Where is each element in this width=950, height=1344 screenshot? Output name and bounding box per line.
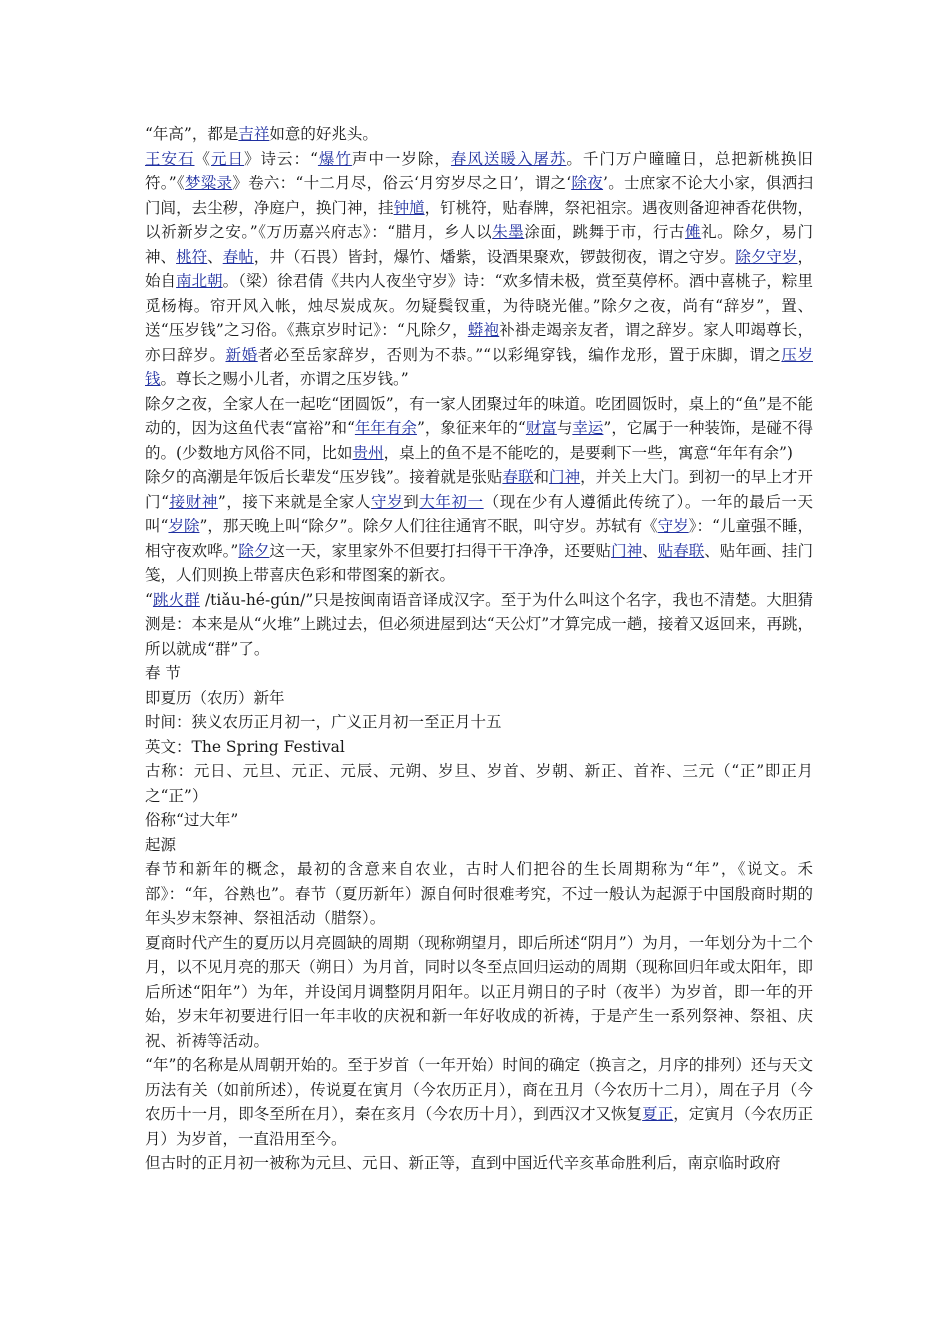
text-run: 春 节 xyxy=(145,664,181,682)
text-run: 英文：The Spring Festival xyxy=(145,737,345,756)
paragraph-7 xyxy=(145,686,813,711)
text-run: 夏商时代产生的夏历以月亮圆缺的周期（现称朔望月，即后所述“阴月”）为月，一年划分为十二个月，以不见月亮的那天（朔日）为月首，同时以冬至点回归运动的周期（现称回归年或太阳年，即后所述“阳年”）为年，并设闰月调整阴月阳年。以正月朔日的子时（夜半）为岁首，即一年的开始，岁末年初要进行旧一年丰收的庆祝和新一年好收成的祈祷，于是产生一系列祭神、祭祖、庆祝、祈祷等活动。 xyxy=(145,933,813,1050)
link-除夜[interactable]: 除夜 xyxy=(571,174,604,192)
text-run: ，定寅月（今农历正月）为岁首，一直沿用至今。 xyxy=(145,1105,813,1148)
text-run: 、 xyxy=(207,247,223,266)
link-财富[interactable]: 财富 xyxy=(525,419,557,437)
text-run: 起源 xyxy=(145,835,177,854)
text-run: “年高”，都是 xyxy=(145,125,239,143)
link-蟒袍[interactable]: 蟒袍 xyxy=(467,321,500,339)
link-南北朝[interactable]: 南北朝 xyxy=(176,272,223,290)
text-run: ，始自 xyxy=(145,247,813,290)
paragraph-10 xyxy=(145,759,813,808)
link-梦粱录[interactable]: 梦粱录 xyxy=(185,174,233,192)
paragraph-4 xyxy=(145,465,813,588)
link-门神[interactable]: 门神 xyxy=(549,468,581,486)
text-run: 声中一岁除， xyxy=(351,149,451,168)
link-吉祥[interactable]: 吉祥 xyxy=(238,125,270,143)
text-run: 。尊长之赐小儿者，亦谓之压岁钱。” xyxy=(160,370,409,388)
document-body xyxy=(145,122,813,1176)
text-run: ，钉桃符，贴春牌，祭祀祖宗。遇夜则备迎神香花供物，以祈新岁之安。”《万历嘉兴府志》：“腊月，乡人以 xyxy=(145,198,813,241)
text-run: 时间：狭义农历正月初一，广义正月初一至正月十五 xyxy=(145,713,502,731)
paragraph-12 xyxy=(145,833,813,858)
link-朱墨[interactable]: 朱墨 xyxy=(492,223,525,241)
text-run: 如意的好兆头。 xyxy=(269,125,378,143)
link-傩[interactable]: 傩 xyxy=(685,223,702,241)
text-run: （现在少有人遵循此传统了）。一年的最后一天叫“ xyxy=(145,492,813,535)
paragraph-13 xyxy=(145,857,813,931)
link-夏正[interactable]: 夏正 xyxy=(642,1105,674,1123)
text-run: 春节和新年的概念，最初的含意来自农业，古时人们把谷的生长周期称为“年”，《说文。禾部》：“年，谷熟也”。春节（夏历新年）源自何时很难考究，不过一般认为起源于中国殷商时期的年头岁末祭神、祭祖活动（腊祭）。 xyxy=(145,860,813,927)
text-run: 、 xyxy=(642,541,658,560)
text-run: /tiǎu-hé-gún/”只是按闽南语音译成汉字。至于为什么叫这个名字，我也不清楚。大胆猜测是：本来是从“火堆”上跳过去，但必须进屋到达“天公灯”才算完成一趟，接着又返回来，再跳，所以就成“群”了。 xyxy=(145,590,813,658)
link-压岁钱[interactable]: 压岁钱 xyxy=(145,345,813,388)
link-幸运[interactable]: 幸运 xyxy=(572,419,604,437)
text-run: ”，那天晚上叫“除夕”。除夕人们往往通宵不眠，叫守岁。苏轼有《 xyxy=(199,517,658,535)
link-新婚[interactable]: 新婚 xyxy=(225,345,258,364)
text-run: 、贴年画、挂门笺，人们则换上带喜庆色彩和带图案的新衣。 xyxy=(145,541,813,584)
paragraph-5 xyxy=(145,588,813,662)
paragraph-11 xyxy=(145,808,813,833)
link-大年初一[interactable]: 大年初一 xyxy=(419,492,484,511)
link-元日[interactable]: 元日 xyxy=(211,149,244,168)
text-run: 》诗云：“ xyxy=(244,149,318,168)
text-run: ”，象征来年的“ xyxy=(416,419,526,437)
text-run: 到 xyxy=(403,492,420,511)
text-run: “年”的名称是从周朝开始的。至于岁首（一年开始）时间的确定（换言之，月序的排列）还与天文历法有关（如前所述），传说夏在寅月（今农历正月），商在丑月（今农历十二月），周在子月（今农历十一月，即冬至所在月），秦在亥月（今农历十月），到西汉才又恢复 xyxy=(145,1056,813,1123)
link-贴春联[interactable]: 贴春联 xyxy=(657,541,705,560)
text-run: 礼。除夕，易门神、 xyxy=(145,223,813,266)
text-run: 俗称“过大年” xyxy=(145,811,239,829)
text-run: ，井（石畏）皆封，爆竹、燔紫，设酒果聚欢，锣鼓彻夜，谓之守岁。 xyxy=(253,247,736,266)
link-春风送暖入屠苏[interactable]: 春风送暖入屠苏 xyxy=(450,149,567,168)
text-run: ，桌上的鱼不是不能吃的，是要剩下一些，寓意“年年有余”) xyxy=(383,443,793,462)
link-接财神[interactable]: 接财神 xyxy=(169,492,218,511)
paragraph-6 xyxy=(145,661,813,686)
text-run: ，并关上大门。到初一的早上才开门“ xyxy=(145,468,813,511)
text-run: 但古时的正月初一被称为元旦、元日、新正等，直到中国近代辛亥革命胜利后，南京临时政府 xyxy=(145,1154,781,1172)
link-跳火群[interactable]: 跳火群 xyxy=(152,590,200,609)
text-run: 古称：元日、元旦、元正、元辰、元朔、岁旦、岁首、岁朝、新正、首祚、三元（“正”即正月之“正”） xyxy=(145,762,813,805)
link-爆竹[interactable]: 爆竹 xyxy=(317,149,352,168)
text-run: 补褂走竭亲友者，谓之辞岁。家人叩竭尊长，亦曰辞岁。 xyxy=(145,321,813,364)
link-除夕守岁[interactable]: 除夕守岁 xyxy=(735,247,798,266)
paragraph-14 xyxy=(145,931,813,1054)
text-run: 除夕的高潮是年饭后长辈发“压岁钱”。接着就是张贴 xyxy=(145,468,503,486)
paragraph-1 xyxy=(145,122,813,147)
text-run: 《 xyxy=(194,149,211,168)
link-王安石[interactable]: 王安石 xyxy=(145,149,195,168)
link-岁除[interactable]: 岁除 xyxy=(168,517,200,535)
text-run: 者必至岳家辞岁，否则为不恭。”“以彩绳穿钱，编作龙形，置于床脚，谓之 xyxy=(257,345,782,364)
text-run: 》：“儿童强不睡，相守夜欢哗。” xyxy=(145,517,813,560)
text-run: ”，接下来就是全家人 xyxy=(217,492,372,511)
link-桃符[interactable]: 桃符 xyxy=(176,247,208,266)
paragraph-9 xyxy=(145,735,813,760)
text-run: 。（梁）徐君倩《共内人夜坐守岁》诗：“欢多情未极，赏至莫停杯。酒中喜桃子，粽里觅杨梅。帘开风入帐，烛尽炭成灰。勿疑鬓钗重，为待晓光催。”除夕之夜，尚有“辞岁”，置、送“压岁钱”之习俗。《燕京岁时记》：“凡除夕， xyxy=(145,272,813,339)
text-run: 。千门万户曈曈日，总把新桃换旧符。”《 xyxy=(145,149,813,192)
link-贵州[interactable]: 贵州 xyxy=(352,443,384,462)
link-春帖[interactable]: 春帖 xyxy=(222,247,254,266)
text-run: 》卷六：“十二月尽，俗云‘月穷岁尽之日’，谓之‘ xyxy=(232,174,572,192)
text-run: 除夕之夜，全家人在一起吃“团圆饭”，有一家人团聚过年的味道。吃团圆饭时，桌上的“鱼”是不能动的，因为这鱼代表“富裕”和“ xyxy=(145,394,813,437)
link-钟馗[interactable]: 钟馗 xyxy=(393,198,425,217)
link-守岁[interactable]: 守岁 xyxy=(371,492,404,511)
link-守岁[interactable]: 守岁 xyxy=(657,517,689,535)
link-春联[interactable]: 春联 xyxy=(502,468,534,486)
paragraph-15 xyxy=(145,1053,813,1151)
text-run: “ xyxy=(145,590,153,609)
paragraph-16 xyxy=(145,1151,813,1176)
text-run: 这一天，家里家外不但要打扫得干干净净，还要贴 xyxy=(269,541,612,560)
paragraph-8 xyxy=(145,710,813,735)
text-run: ’。士庶家不论大小家，俱洒扫门闾，去尘秽，净庭户，换门神，挂 xyxy=(145,174,813,217)
link-除夕[interactable]: 除夕 xyxy=(238,541,270,560)
link-门神[interactable]: 门神 xyxy=(611,541,643,560)
text-run: 涂面，跳舞于市，行古 xyxy=(524,223,685,241)
link-年年有余[interactable]: 年年有余 xyxy=(354,419,417,437)
text-run: 和 xyxy=(533,468,550,486)
text-run: 与 xyxy=(556,419,573,437)
text-run: 即夏历（农历）新年 xyxy=(145,688,285,707)
paragraph-2 xyxy=(145,147,813,392)
paragraph-3 xyxy=(145,392,813,466)
text-run: ”，它属于一种装饰，是碰不得的。(少数地方风俗不同，比如 xyxy=(145,419,813,462)
